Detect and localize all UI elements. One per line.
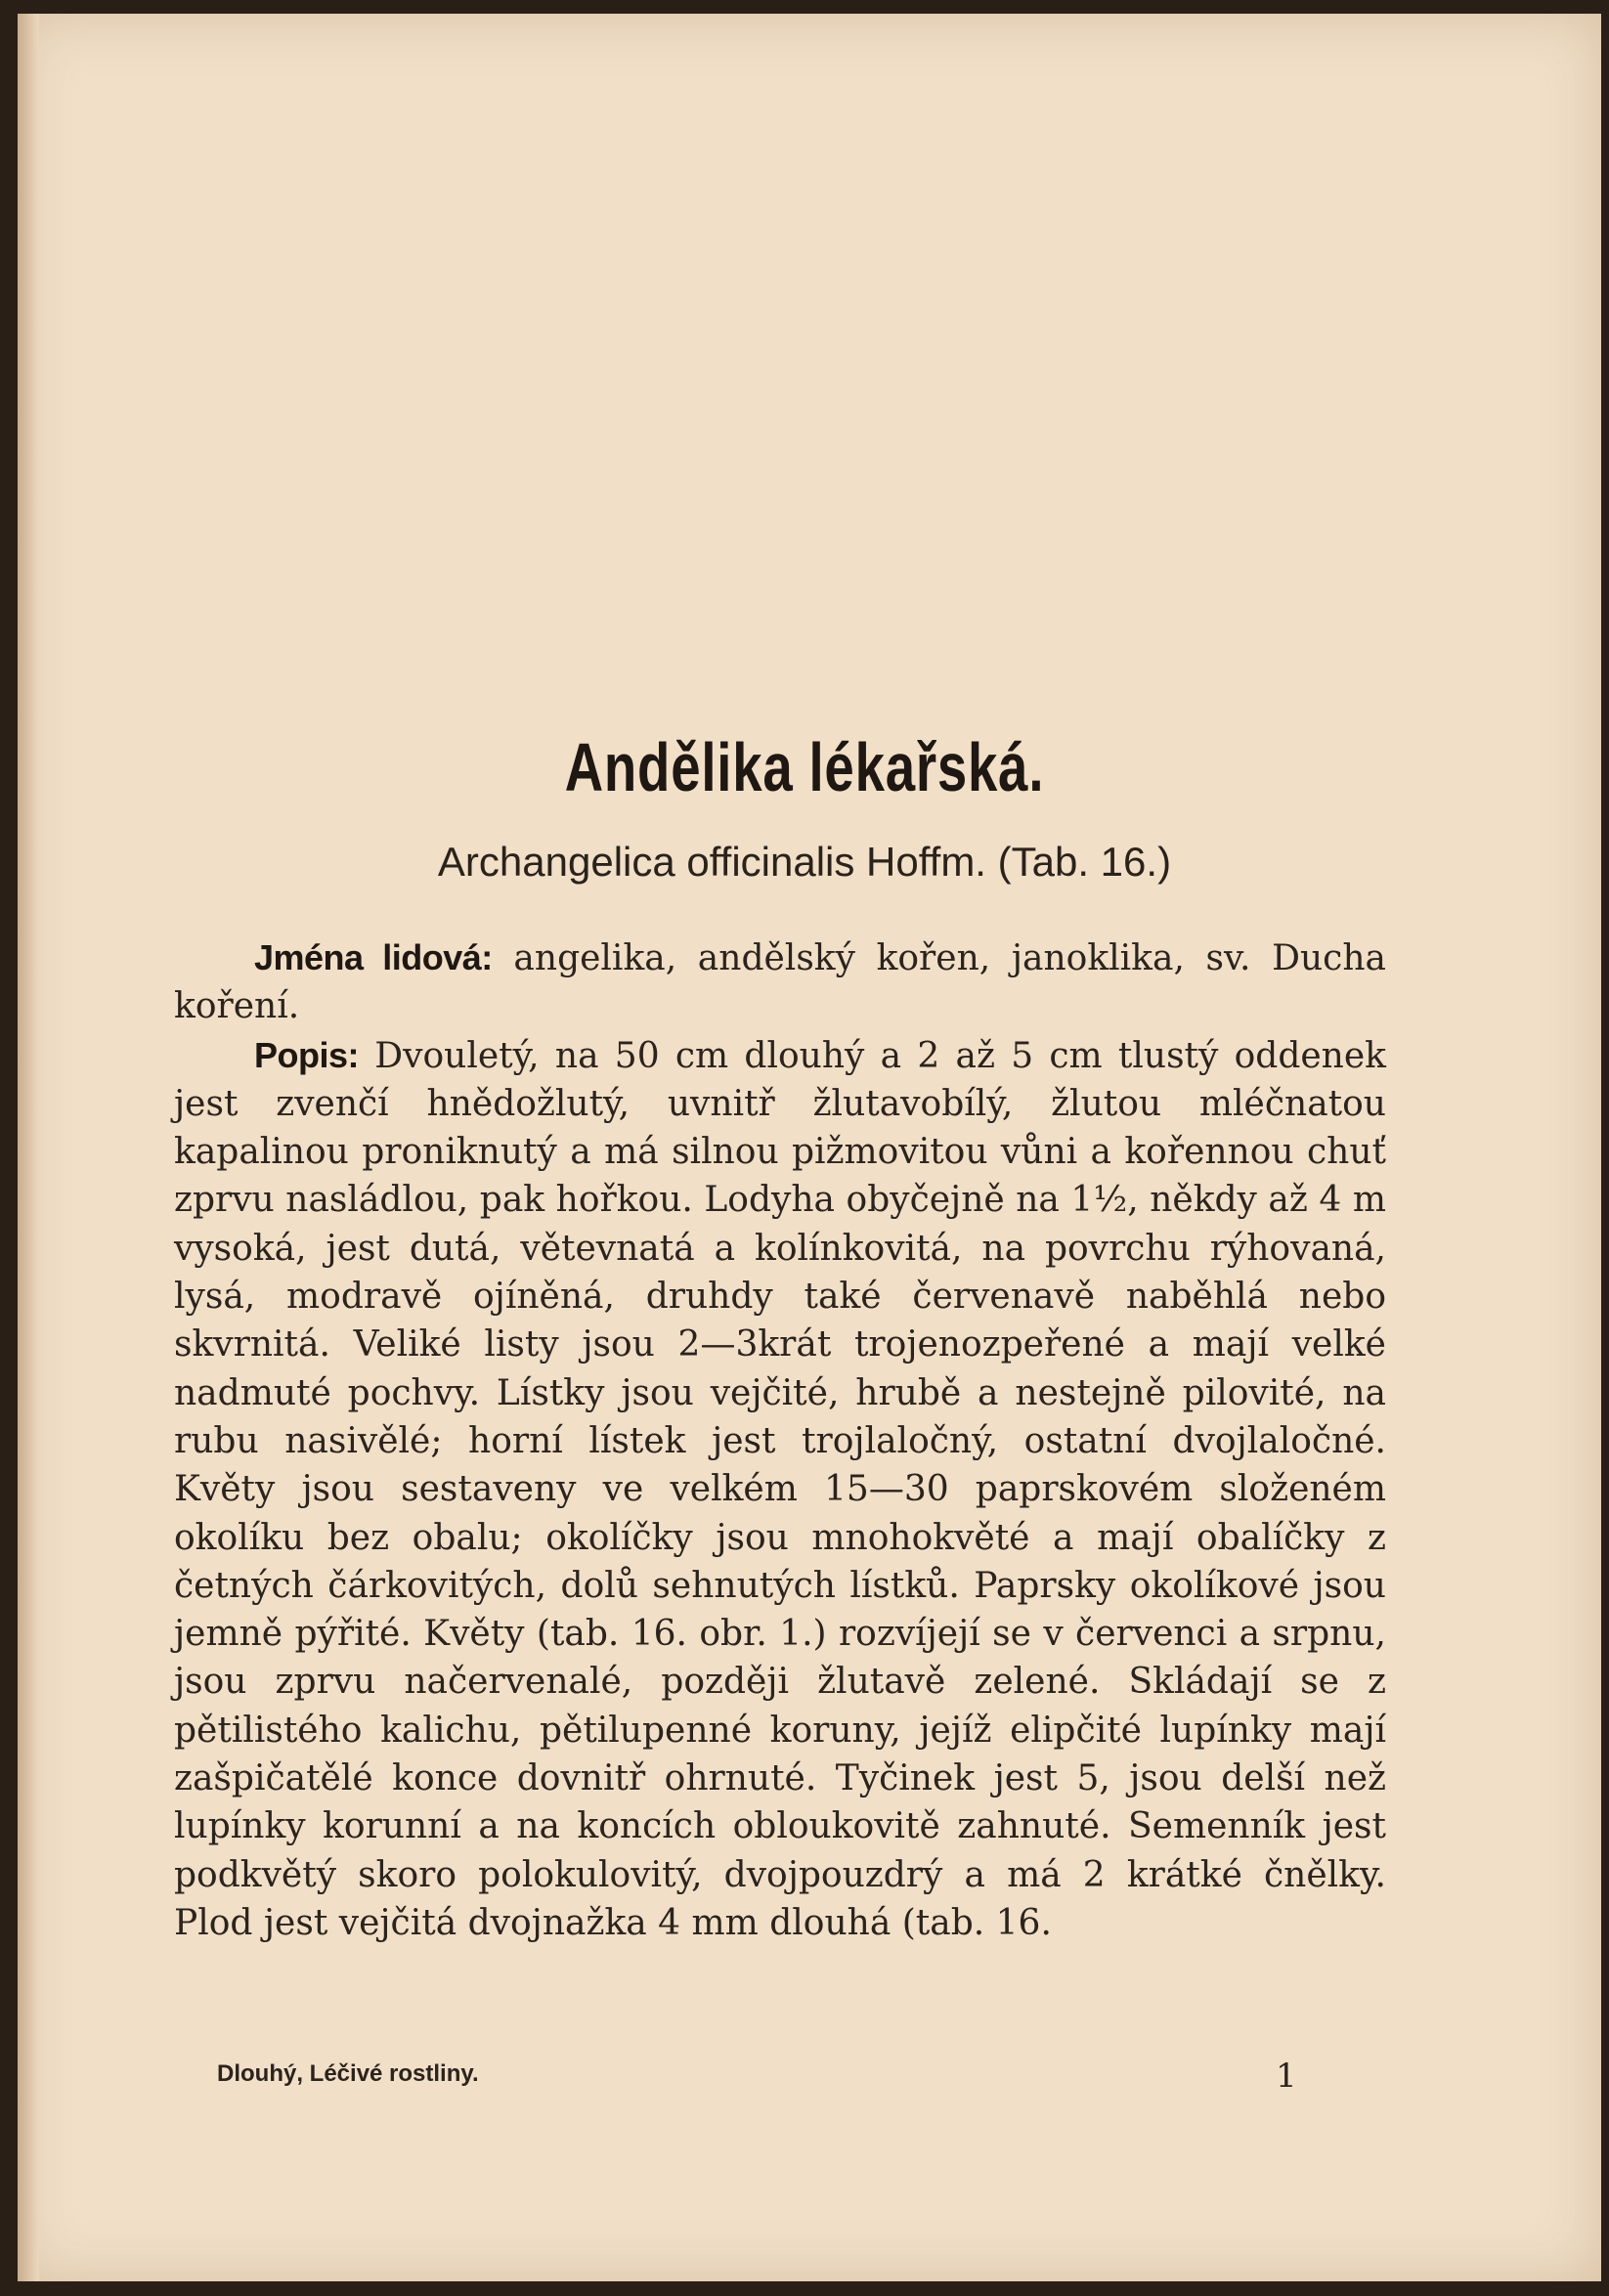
folk-names-label: Jména lidová: (254, 937, 493, 977)
description-text: Dvouletý, na 50 cm dlouhý a 2 až 5 cm tlustý oddenek jest zvenčí hnědožlutý, uvnitř žlutavobílý, žlutou mléčnatou kapalinou proniknutý a má silnou pižmovitou vůni a kořennou chuť zprvu nasládlou, pak hořkou. Lodyha obyčejně na 1½, někdy až 4 m vysoká, jest dutá, větevnatá a kolínkovitá, na povrchu rýhovaná, lysá, modravě ojíněná, druhdy také červenavě naběhlá nebo skvrnitá. Veliké listy jsou 2—3krát trojenozpeřené a mají velké nadmuté pochvy. Lístky jsou vejčité, hrubě a nestejně pilovité, na rubu nasivělé; horní lístek jest trojlaločný, ostatní dvojlaločné. Květy jsou sestaveny ve velkém 15—30 paprskovém složeném okolíku bez obalu; okolíčky jsou mnohokvěté a mají obalíčky z četných čárkovitých, dolů sehnutých lístků. Paprsky okolíkové jsou jemně pýřité. Květy (tab. 16. obr. 1.) rozvíjejí se v červenci a srpnu, jsou zprvu načervenalé, později žlutavě zelené. Skládají se z pětilistého kalichu, pětilupenné koruny, jejíž elipčité lupínky mají zašpičatělé konce dovnitř ohrnuté. Tyčinek jest 5, jsou delší než lupínky korunní a na koncích obloukovitě zahnuté. Semenník jest podkvětý skoro polokulovitý, dvojpouzdrý a má 2 krátké čnělky. Plod jest vejčitá dvojnažka 4 mm dlouhá (tab. 16. (174, 1035, 1386, 1943)
description-paragraph (174, 1031, 1386, 1948)
signature-mark: 1 (1276, 2057, 1297, 2096)
page-spine (18, 14, 39, 2281)
body-text (174, 933, 1386, 1947)
latin-name: Archangelica officinalis Hoffm. (Tab. 16.) (437, 839, 1172, 885)
signature-footer: Dlouhý, Léčivé rostliny. (217, 2060, 479, 2087)
page-title: Andělika lékařská. (564, 729, 1045, 805)
folk-names-paragraph (174, 933, 1386, 1031)
folk-names-text: angelika, andělský kořen, janoklika, sv. Ducha koření. (174, 938, 1386, 1027)
description-label: Popis: (254, 1034, 360, 1075)
